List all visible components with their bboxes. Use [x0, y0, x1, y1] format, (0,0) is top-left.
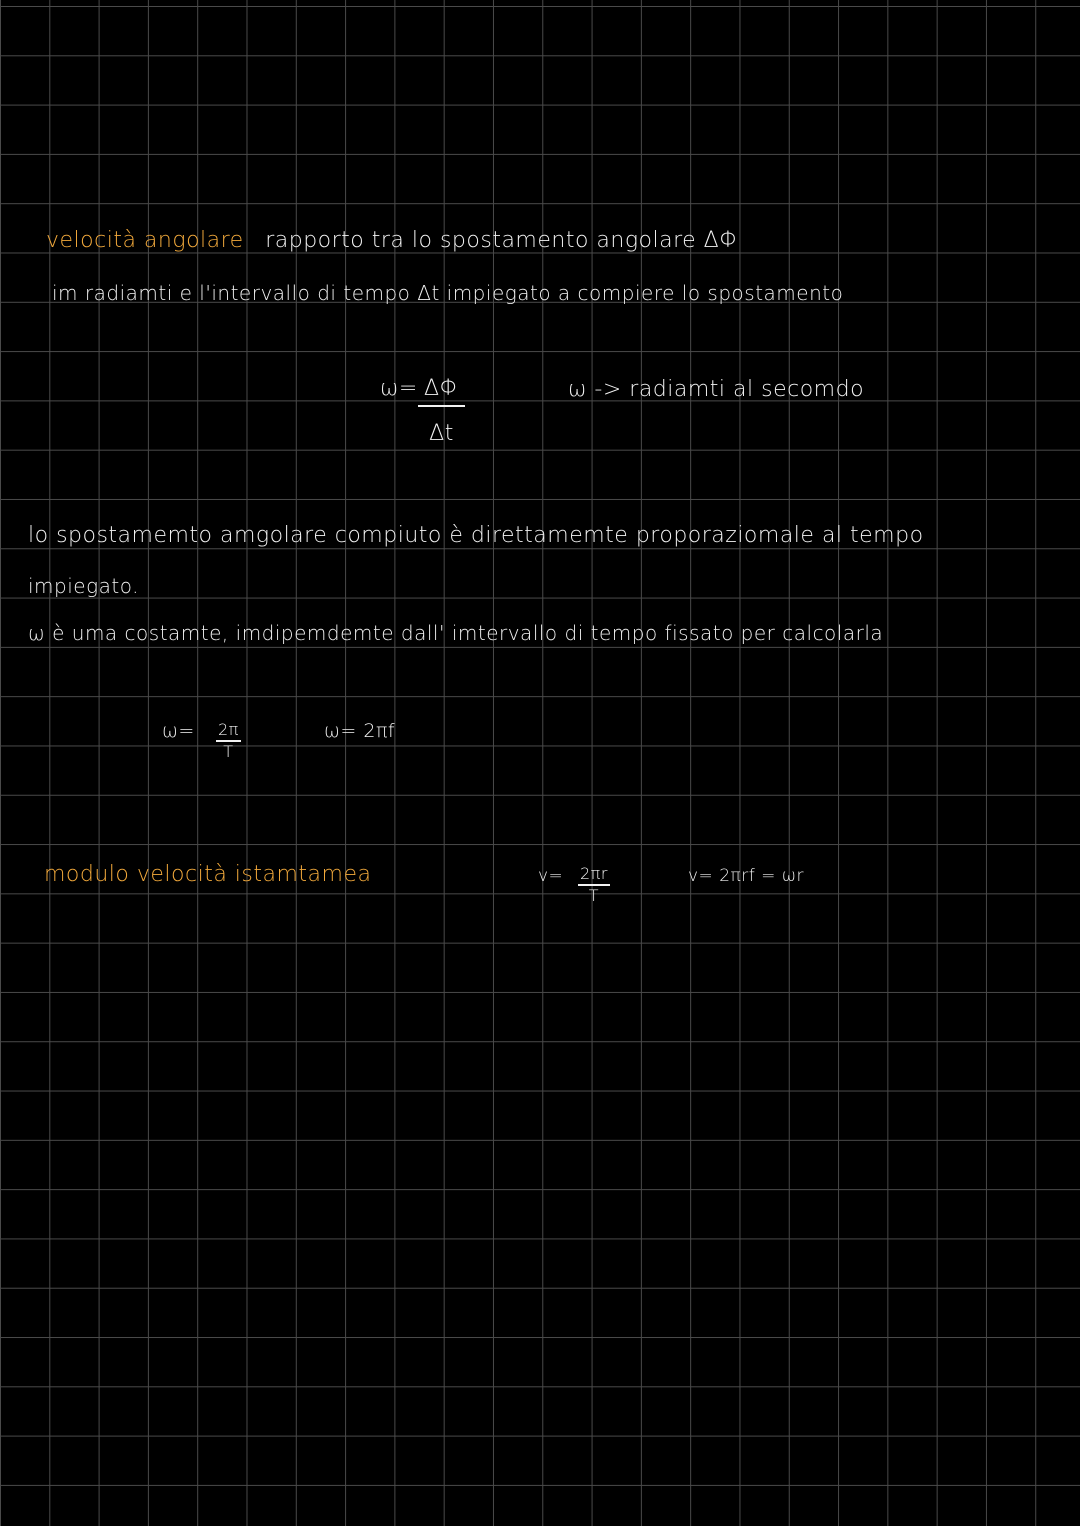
- formula-frequency: ω= 2πf: [324, 720, 396, 742]
- paragraph-proportional-line-3: ω è uma costamte, imdipemdemte dall' imtervallo di tempo fissato per calcolarla: [28, 621, 884, 645]
- formula-period-denominator: T: [223, 742, 234, 761]
- formula-speed-numerator: 2πr: [578, 864, 610, 886]
- paragraph-proportional-line-2: impiegato.: [28, 574, 139, 598]
- formula-omega-numerator: ΔΦ: [418, 376, 465, 407]
- formula-omega-lhs: ω=: [380, 376, 418, 401]
- term-instantaneous-speed: modulo velocità istamtamea: [44, 862, 372, 887]
- paragraph-proportional-line-1: lo spostamemto amgolare compiuto è direttamemte proporaziomale al tempo: [28, 523, 924, 548]
- formula-period-lhs: ω=: [162, 720, 195, 742]
- formula-speed-lhs: v=: [538, 866, 564, 886]
- formula-speed-fraction: [578, 864, 610, 905]
- definition-line-1: [46, 228, 739, 253]
- definition-text: rapporto tra lo spostamento angolare ΔΦ: [265, 228, 739, 253]
- formula-omega-unit: ω -> radiamti al secomdo: [568, 377, 865, 402]
- formula-speed-denominator: T: [588, 886, 600, 905]
- definition-line-2: im radiamti e l'intervallo di tempo Δt impiegato a compiere lo spostamento: [52, 281, 844, 305]
- formula-speed-alt: v= 2πrf = ωr: [688, 866, 805, 886]
- formula-omega-fraction: [418, 376, 465, 446]
- term-angular-velocity: velocità angolare: [46, 228, 244, 253]
- formula-omega-denominator: Δt: [429, 421, 454, 446]
- formula-period-fraction: [216, 720, 241, 761]
- formula-period-numerator: 2π: [216, 720, 241, 742]
